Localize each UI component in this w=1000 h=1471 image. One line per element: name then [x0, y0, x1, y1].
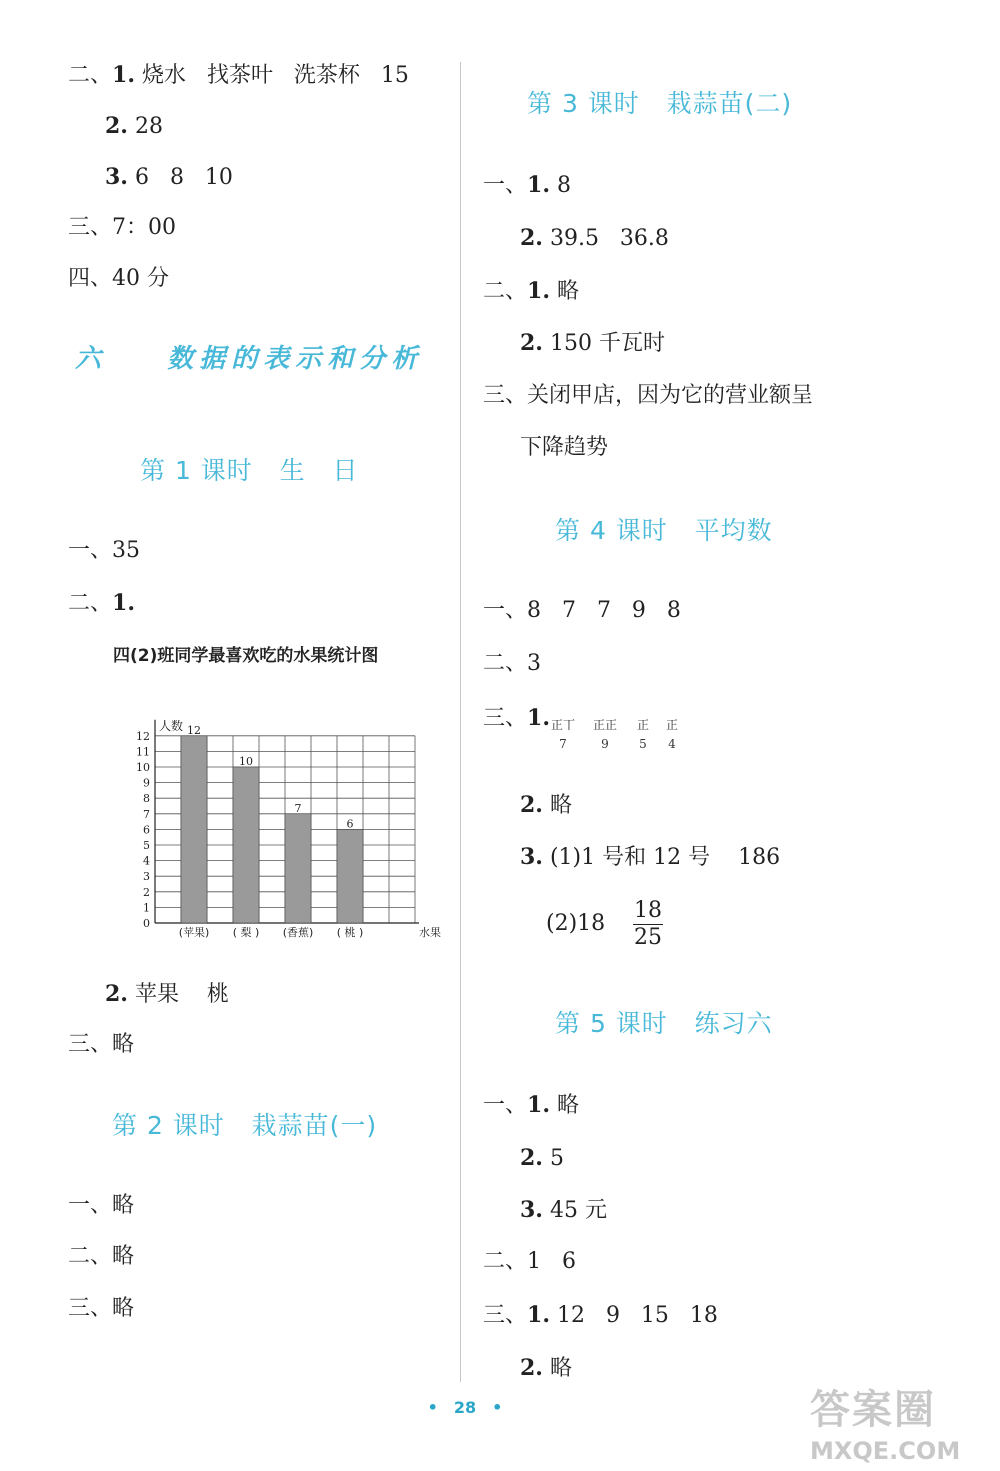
answer-line: 2. 5: [520, 1145, 564, 1171]
y-tick-label: 10: [136, 761, 150, 774]
answer-line: 3. (1)1 号和 12 号 186: [520, 844, 781, 870]
y-tick-label: 4: [143, 854, 150, 868]
answer-line: 2. 150 千瓦时: [520, 330, 665, 356]
answer-line: 二、1.: [68, 590, 135, 616]
bar-value-label: 10: [239, 755, 253, 768]
x-tick-label: ( 桃 ): [336, 926, 364, 939]
tally-marks: 正: [636, 718, 649, 732]
tally-count: 5: [639, 737, 647, 751]
answer-line: 四、40 分: [68, 266, 169, 291]
answer-line: 2. 略: [520, 792, 572, 818]
watermark-logo: 答案圈: [810, 1387, 936, 1433]
y-tick-label: 9: [143, 776, 150, 790]
watermark-url: MXQE.COM: [810, 1437, 961, 1465]
y-tick-label: 11: [136, 745, 150, 759]
tally-marks: 正正: [592, 718, 617, 732]
y-tick-label: 12: [136, 729, 150, 743]
answer-line: 二、1 6: [483, 1249, 576, 1274]
answer-line: 一、8 7 7 9 8: [483, 598, 681, 623]
y-tick-label: 5: [143, 839, 150, 852]
y-tick-label: 1: [143, 901, 150, 915]
tally-count: 4: [668, 737, 676, 751]
answer-line: 一、1. 8: [483, 172, 571, 198]
chart-title: 四(2)班同学最喜欢吃的水果统计图: [113, 646, 379, 666]
bar-chart: [125, 695, 441, 950]
answer-line: 三、略: [68, 1296, 135, 1321]
answer-line: 三、关闭甲店，因为它的营业额呈: [483, 383, 814, 408]
answer-line: 三、7：00: [68, 215, 176, 240]
tally-marks: 正丅: [550, 718, 575, 732]
x-tick-label: (苹果): [178, 926, 210, 939]
bar: [337, 829, 363, 923]
answer-line: (2)18: [546, 911, 606, 936]
bar-value-label: 12: [187, 723, 201, 737]
answer-line: 二、略: [68, 1244, 135, 1269]
answer-line: 二、3: [483, 651, 541, 676]
x-axis-label: 水果: [419, 926, 441, 939]
tally-marks: 正: [665, 718, 678, 732]
answer-line: 2. 略: [520, 1355, 572, 1381]
lesson-heading: 第 3 课时 栽蒜苗(二): [527, 89, 793, 118]
answer-line: 二、1. 略: [483, 278, 579, 304]
bar: [181, 736, 207, 923]
answer-line: 3. 6 8 10: [105, 164, 233, 190]
x-tick-label: (香蕉): [282, 926, 314, 939]
fraction-denominator: 25: [634, 925, 662, 950]
answer-line: 3. 45 元: [520, 1197, 607, 1223]
unit-title: 六 数据的表示和分析: [75, 344, 424, 374]
lesson-heading: 第 5 课时 练习六: [555, 1009, 773, 1038]
answer-line: 一、略: [68, 1193, 135, 1218]
y-tick-label: 7: [143, 807, 150, 821]
lesson-heading: 第 4 课时 平均数: [555, 516, 773, 545]
answer-line: 三、略: [68, 1032, 135, 1057]
fraction-numerator: 18: [634, 898, 662, 923]
fraction: [633, 900, 663, 949]
answer-line: 三、1. 12 9 15 18: [483, 1302, 718, 1328]
y-tick-label: 3: [143, 870, 150, 884]
answer-line: 2. 39.5 36.8: [520, 225, 669, 251]
answer-line: 2. 28: [105, 113, 163, 139]
bar-value-label: 6: [346, 817, 354, 831]
column-divider: [460, 62, 461, 1382]
y-tick-label: 8: [143, 792, 150, 806]
answer-line: 二、1. 烧水 找茶叶 洗茶杯 15: [68, 62, 409, 88]
watermark: [810, 1378, 960, 1465]
bar: [233, 767, 259, 923]
tally-count: 9: [601, 737, 609, 751]
answer-line: 一、1. 略: [483, 1092, 579, 1118]
answer-line: 下降趋势: [520, 435, 609, 460]
tally-count: 7: [559, 737, 567, 751]
answer-line: 2. 苹果 桃: [105, 981, 229, 1007]
y-axis-label: 人数: [159, 718, 184, 733]
bar-value-label: 7: [294, 801, 302, 815]
lesson-heading: 第 2 课时 栽蒜苗(一): [112, 1111, 378, 1140]
y-tick-label: 6: [143, 823, 150, 837]
page-number: • 28 •: [427, 1398, 503, 1417]
answer-line: 一、35: [68, 538, 140, 563]
answer-line: 三、1.: [483, 705, 550, 731]
y-tick-label: 2: [143, 885, 150, 899]
bar: [285, 814, 311, 923]
lesson-heading: 第 1 课时 生 日: [140, 456, 359, 485]
y-tick-label: 0: [143, 917, 150, 930]
x-tick-label: ( 梨 ): [232, 926, 260, 939]
